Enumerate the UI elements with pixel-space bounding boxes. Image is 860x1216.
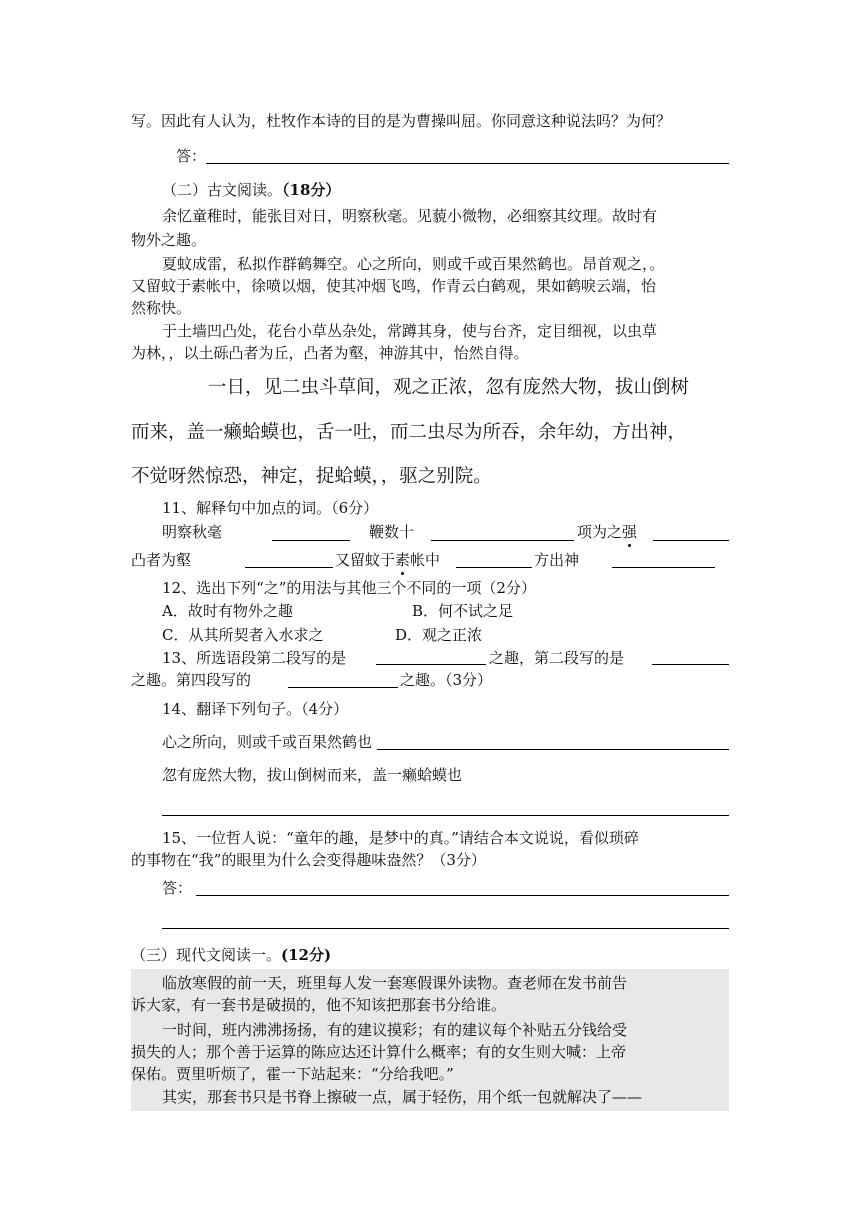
q14-sentence: 忽有庞然大物，拔山倒树而来，盖一癞蛤蟆也 <box>162 766 463 784</box>
passage-line: 于土墙凹凸处，花台小草丛杂处，常蹲其身，使与台齐，定目细视，以虫草 <box>162 322 658 340</box>
modern-line: 临放寒假的前一天，班里每人发一套寒假课外读物。查老师在发书前告 <box>162 974 628 992</box>
q11-item: 明察秋毫 <box>162 523 223 541</box>
answer-label: 答： <box>176 147 207 165</box>
blank-line[interactable] <box>652 664 729 665</box>
answer-label: 答： <box>162 879 193 897</box>
blank-line[interactable] <box>456 567 532 568</box>
answer-line[interactable] <box>196 895 729 896</box>
dotted-char: 素 <box>395 551 411 569</box>
modern-line: 一时间，班内沸沸扬扬，有的建议摸彩；有的建议每个补贴五分钱给受 <box>162 1021 628 1039</box>
q13-line: 之趣。（3分） <box>400 671 493 689</box>
q14-sentence: 心之所向，则或千或百果然鹤也 <box>162 733 373 751</box>
q11-item: 方出神 <box>534 551 580 569</box>
q11-stem: 11、解释句中加点的词。（6分） <box>162 499 379 517</box>
q12-stem: 12、选出下列“之”的用法与其他三个不同的一项（2分） <box>162 579 536 597</box>
q13-line: 13、所选语段第二段写的是 <box>162 649 347 667</box>
modern-line: 诉大家，有一套书是破损的，他不知该把那套书分给谁。 <box>131 996 507 1014</box>
answer-line[interactable] <box>377 749 729 750</box>
q11-item: 又留蚊于素帐中 <box>335 551 441 569</box>
blank-line[interactable] <box>288 687 398 688</box>
q11-item: 鞭数十 <box>369 523 415 541</box>
q14-stem: 14、翻译下列句子。（4分） <box>162 700 349 718</box>
answer-line[interactable] <box>206 163 729 164</box>
dotted-char: 强 <box>622 523 638 541</box>
section2-title: （二）古文阅读。（18分） <box>162 181 341 199</box>
blank-line[interactable] <box>431 540 574 541</box>
blank-line[interactable] <box>376 664 486 665</box>
section2-score: （18分） <box>282 181 341 199</box>
passage-line: 然称快。 <box>131 299 192 317</box>
section3-score: (12分) <box>281 946 332 964</box>
passage-line: 而来，盖一癞蛤蟆也，舌一吐，而二虫尽为所吞，余年幼，方出神， <box>131 422 687 443</box>
q12-option-b: B．何不试之足 <box>412 602 514 620</box>
q12-option-c: C．从其所契者入水求之 <box>162 626 324 644</box>
q15-line: 15、一位哲人说：“童年的趣，是梦中的真。”请结合本文说说，看似琐碎 <box>162 829 639 847</box>
passage-line: 不觉呀然惊恐，神定，捉蛤蟆，，驱之别院。 <box>131 466 492 487</box>
blank-line[interactable] <box>612 567 715 568</box>
passage-line: 夏蚊成雷，私拟作群鹤舞空。心之所向，则或千或百果然鹤也。昂首观之，。 <box>162 255 665 273</box>
q11-item: 项为之强 <box>577 523 638 541</box>
q12-option-d: D．观之正浓 <box>395 626 483 644</box>
answer-line[interactable] <box>162 815 729 816</box>
answer-line[interactable] <box>162 928 729 929</box>
passage-line: 为林，，以土砾凸者为丘，凸者为壑，神游其中，怡然自得。 <box>131 344 529 362</box>
modern-line: 保佑。贾里听烦了，霍一下站起来：“分给我吧。” <box>131 1065 454 1083</box>
q12-option-a: A．故时有物外之趣 <box>162 602 293 620</box>
passage-line: 余忆童稚时，能张目对日，明察秋毫。见藐小微物，必细察其纹理。故时有 <box>162 207 658 225</box>
passage-line: 物外之趣。 <box>131 231 207 249</box>
modern-line: 损失的人；那个善于运算的陈应达还计算什么概率；有的女生则大喊：上帝 <box>131 1043 627 1061</box>
blank-line[interactable] <box>653 540 729 541</box>
blank-line[interactable] <box>245 567 333 568</box>
section3-title: （三）现代文阅读一。(12分) <box>131 946 332 964</box>
q13-line: 之趣，第二段写的是 <box>489 649 625 667</box>
q11-item: 凸者为壑 <box>131 551 192 569</box>
modern-line: 其实，那套书只是书脊上擦破一点，属于轻伤，用个纸一包就解决了—— <box>162 1088 643 1106</box>
passage-line: 一日，见二虫斗草间，观之正浓，忽有庞然大物，拔山倒树 <box>208 377 690 398</box>
blank-line[interactable] <box>272 540 350 541</box>
q10-tail: 写。因此有人认为，杜牧作本诗的目的是为曹操叫屈。你同意这种说法吗？为何？ <box>131 112 672 130</box>
passage-line: 又留蚊于素帐中，徐喷以烟，使其冲烟飞鸣，作青云白鹤观，果如鹤唳云端，怡 <box>131 277 657 295</box>
q15-line: 的事物在“我”的眼里为什么会变得趣味盎然？（3分） <box>131 851 486 869</box>
q13-line: 之趣。第四段写的 <box>131 671 252 689</box>
